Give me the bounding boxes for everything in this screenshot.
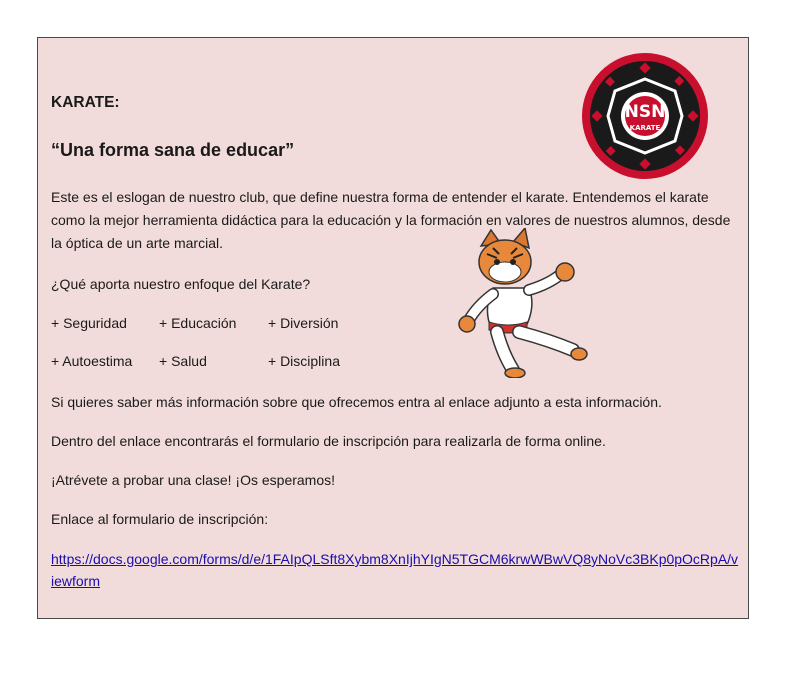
benefit-item: + Salud bbox=[159, 353, 207, 369]
benefit-item: + Educación bbox=[159, 315, 237, 331]
logo-letters: NSN bbox=[624, 102, 666, 122]
benefit-item: + Diversión bbox=[268, 315, 339, 331]
form-info-text: Dentro del enlace encontrarás el formulario de inscripción para realizarla de forma online. bbox=[51, 433, 606, 449]
benefit-item: + Seguridad bbox=[51, 315, 127, 331]
page-heading: KARATE: bbox=[51, 94, 120, 111]
slogan: “Una forma sana de educar” bbox=[51, 140, 295, 160]
more-info-text: Si quieres saber más información sobre que ofrecemos entra al enlace adjunto a esta información. bbox=[51, 394, 662, 410]
benefit-item: + Autoestima bbox=[51, 353, 133, 369]
invite-text: ¡Atrévete a probar una clase! ¡Os esperamos! bbox=[51, 472, 336, 488]
intro-paragraph: Este es el eslogan de nuestro club, que define nuestra forma de entender el karate. Entendemos el karate como la mejor herramienta didáctica para la educación y la formación en valores de nuestros alumnos, desde la óptica de un arte marcial. bbox=[51, 189, 731, 251]
club-logo bbox=[580, 51, 710, 181]
registration-form-link[interactable]: https://docs.google.com/forms/d/e/1FAIpQLSft8Xybm8XnIjhYIgN5TGCM6krwWBwVQ8yNoVc3BKp0pOcRpA/viewform bbox=[51, 551, 739, 589]
link-label: Enlace al formulario de inscripción: bbox=[51, 511, 269, 527]
info-card bbox=[37, 37, 749, 619]
question-text: ¿Qué aporta nuestro enfoque del Karate? bbox=[51, 276, 311, 292]
benefit-item: + Disciplina bbox=[268, 353, 340, 369]
logo-subtitle: KARATE bbox=[629, 124, 661, 132]
